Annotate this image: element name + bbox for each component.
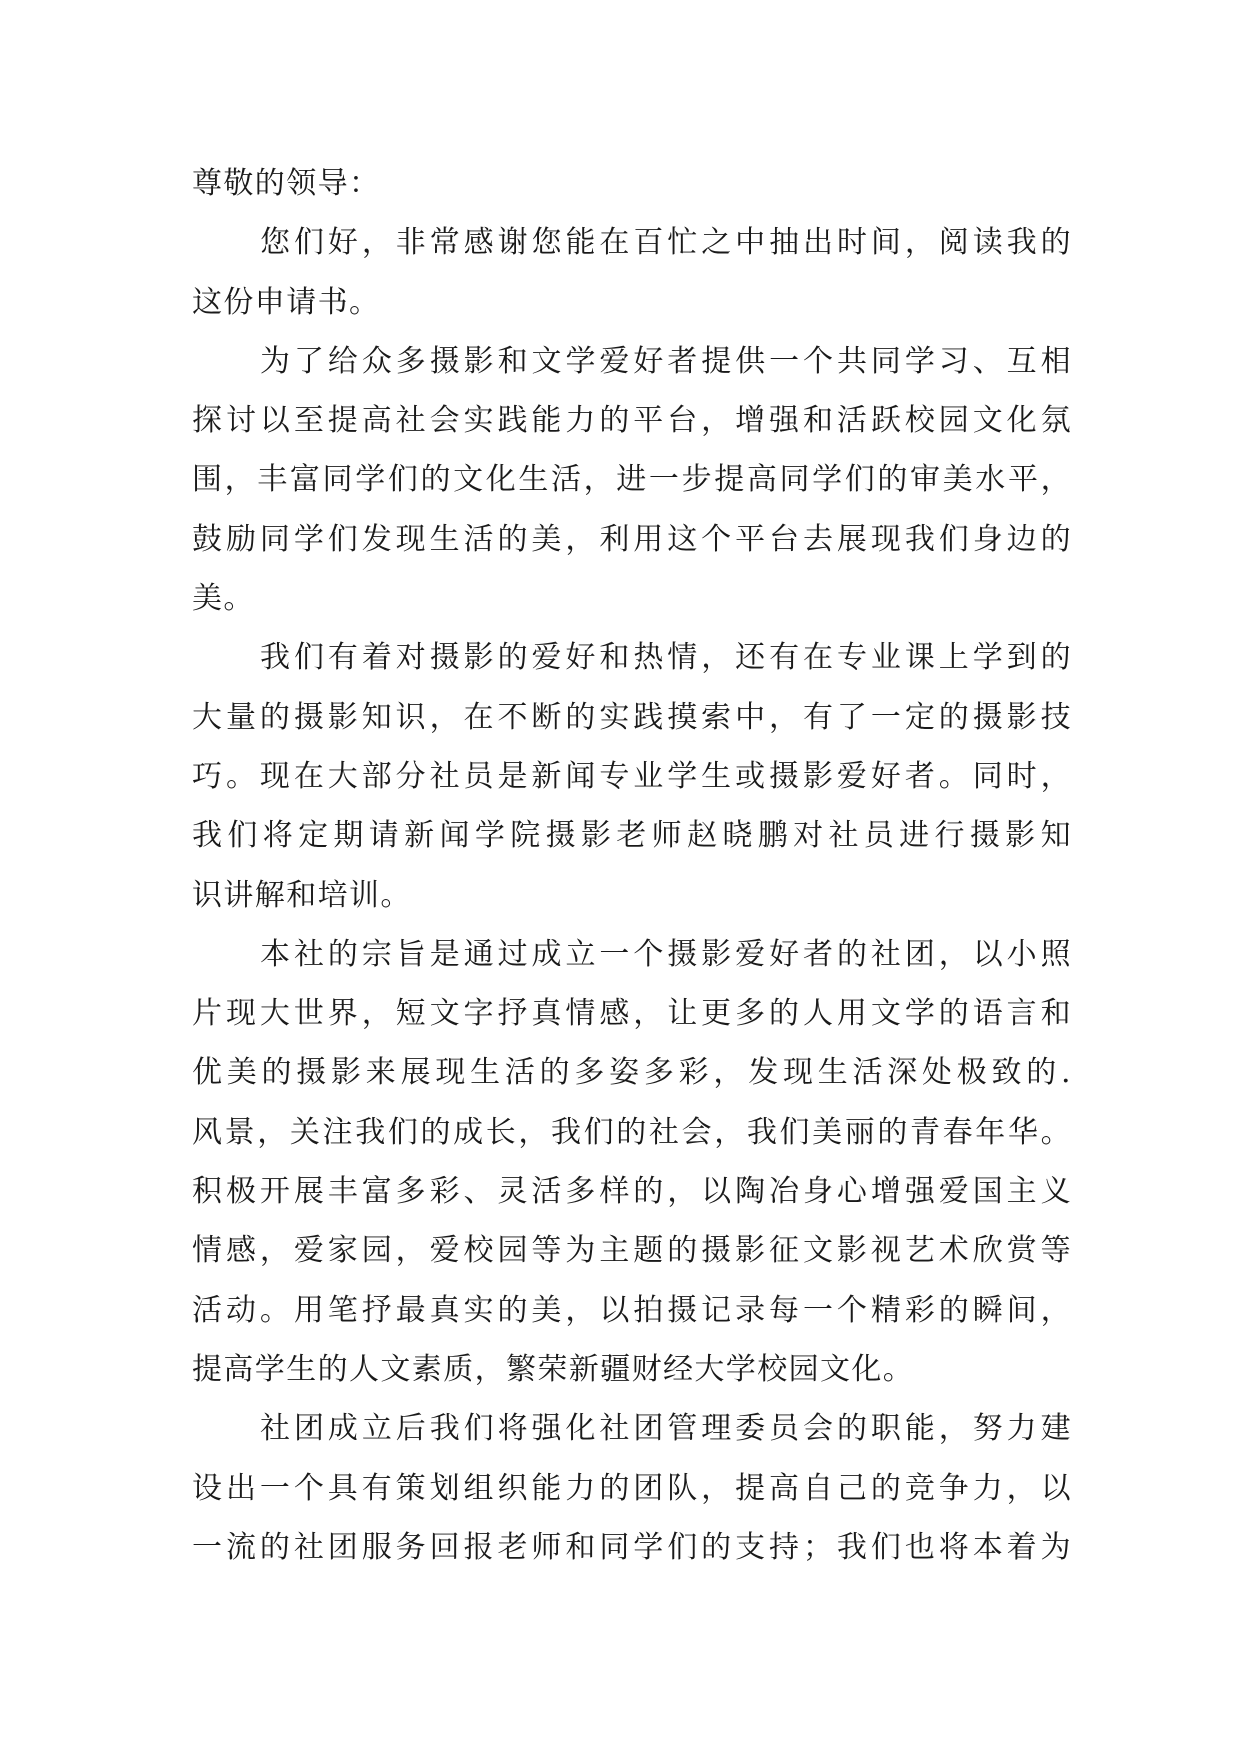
text-line: 美。 bbox=[192, 581, 255, 617]
text-line: 识讲解和培训。 bbox=[192, 877, 412, 913]
text-line: 设出一个具有策划组织能力的团队，提高自己的竞争力，以 bbox=[192, 1470, 1072, 1506]
text-line: 大量的摄影知识，在不断的实践摸索中，有了一定的摄影技 bbox=[192, 699, 1072, 735]
text-line: 这份申请书。 bbox=[192, 284, 381, 320]
text-line: 社团成立后我们将强化社团管理委员会的职能，努力建 bbox=[260, 1411, 1072, 1447]
text-line: 积极开展丰富多彩、灵活多样的，以陶冶身心增强爱国主义 bbox=[192, 1174, 1072, 1210]
text-line: 活动。用笔抒最真实的美，以拍摄记录每一个精彩的瞬间， bbox=[192, 1292, 1072, 1328]
text-line: 为了给众多摄影和文学爱好者提供一个共同学习、互相 bbox=[260, 343, 1072, 379]
text-line: 鼓励同学们发现生活的美，利用这个平台去展现我们身边的 bbox=[192, 521, 1072, 557]
text-line: 探讨以至提高社会实践能力的平台，增强和活跃校园文化氛 bbox=[192, 403, 1072, 439]
text-line: 我们有着对摄影的爱好和热情，还有在专业课上学到的 bbox=[260, 640, 1072, 676]
text-line: 风景，关注我们的成长，我们的社会，我们美丽的青春年华。 bbox=[192, 1114, 1072, 1150]
text-line: 我们将定期请新闻学院摄影老师赵晓鹏对社员进行摄影知 bbox=[192, 818, 1072, 854]
letter-body bbox=[192, 154, 1072, 1577]
text-line: 一流的社团服务回报老师和同学们的支持；我们也将本着为 bbox=[192, 1529, 1072, 1565]
text-line: 本社的宗旨是通过成立一个摄影爱好者的社团，以小照 bbox=[260, 936, 1072, 972]
text-line: 情感，爱家园，爱校园等为主题的摄影征文影视艺术欣赏等 bbox=[192, 1233, 1072, 1269]
text-line: 您们好，非常感谢您能在百忙之中抽出时间，阅读我的 bbox=[260, 225, 1072, 261]
text-line: 片现大世界，短文字抒真情感，让更多的人用文学的语言和 bbox=[192, 996, 1072, 1032]
salutation-line: 尊敬的领导： bbox=[192, 166, 381, 201]
text-line: 巧。现在大部分社员是新闻专业学生或摄影爱好者。同时， bbox=[192, 758, 1072, 794]
text-line: 优美的摄影来展现生活的多姿多彩，发现生活深处极致的. bbox=[192, 1055, 1072, 1091]
text-line: 围，丰富同学们的文化生活，进一步提高同学们的审美水平， bbox=[192, 462, 1072, 498]
text-line: 提高学生的人文素质，繁荣新疆财经大学校园文化。 bbox=[192, 1351, 915, 1387]
